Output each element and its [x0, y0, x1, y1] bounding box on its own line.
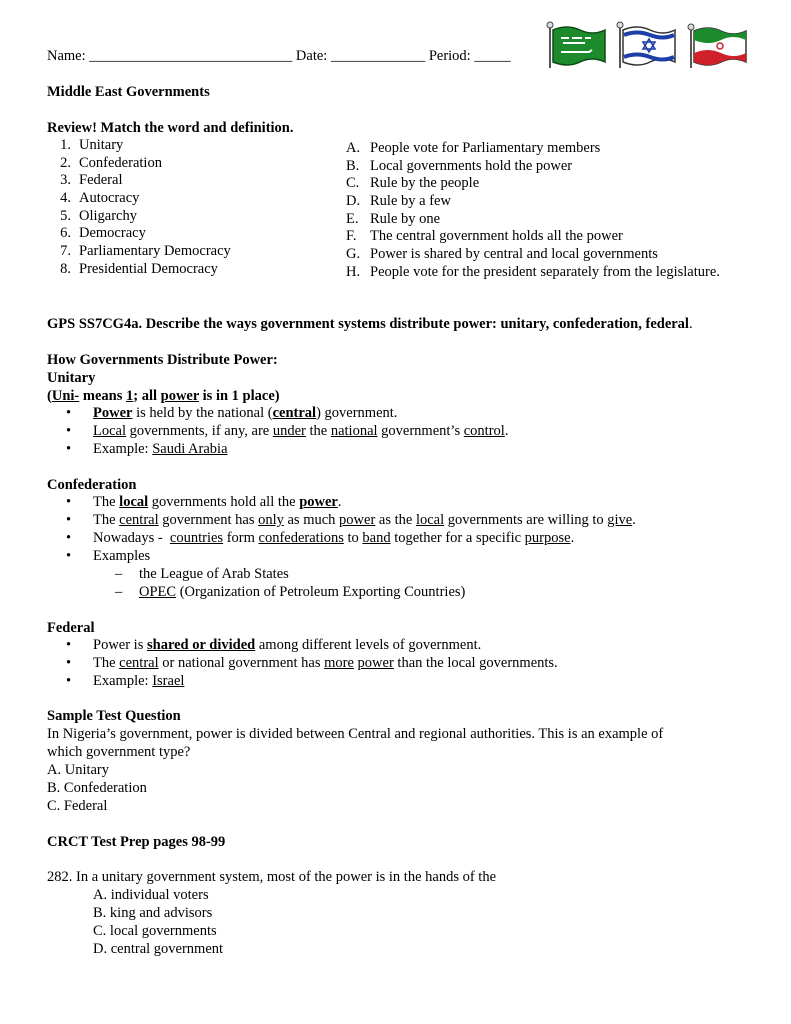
name-label: Name:: [47, 48, 86, 64]
sample-question-line-1: In Nigeria’s government, power is divided between Central and regional authorities. This is an example of: [47, 726, 664, 742]
crct-option: B. king and advisors: [93, 905, 213, 921]
name-row: [47, 47, 511, 65]
list-item: C. Rule by the people: [346, 175, 480, 192]
sample-option: C. Federal: [47, 798, 108, 814]
bullet-item: • Local governments, if any, are under the national government’s control.: [66, 423, 509, 439]
iran-flag-icon: [686, 22, 748, 70]
name-blank[interactable]: ____________________________: [89, 48, 293, 64]
confederation-heading: Confederation: [47, 477, 137, 493]
sample-heading: Sample Test Question: [47, 708, 181, 724]
list-item: 4. Autocracy: [60, 190, 140, 207]
list-item: F. The central government holds all the power: [346, 228, 623, 245]
bullet-item: • The central government has only as much power as the local governments are willing to give.: [66, 512, 636, 528]
list-item: G. Power is shared by central and local governments: [346, 246, 658, 263]
list-item: 1. Unitary: [60, 137, 124, 153]
sample-option: B. Confederation: [47, 780, 147, 796]
definitions-list: [346, 139, 720, 281]
terms-list: [47, 136, 231, 278]
review-heading: Review! Match the word and definition.: [47, 120, 294, 136]
bullet-item: • The central or national government has more power than the local governments.: [66, 655, 558, 671]
period-blank[interactable]: _____: [474, 48, 511, 64]
israel-flag-icon: [615, 20, 677, 70]
sub-item: – OPEC (Organization of Petroleum Exporting Countries): [115, 584, 466, 600]
period-label: Period:: [428, 48, 471, 64]
unitary-subheading: (Uni- means 1; all power is in 1 place): [47, 388, 280, 404]
bullet-item: • The local governments hold all the power.: [66, 494, 342, 510]
list-item: 2. Confederation: [60, 154, 162, 171]
page-title: Middle East Governments: [47, 84, 210, 100]
example-israel: Israel: [152, 673, 185, 689]
bullet-item: • Examples: [66, 548, 151, 564]
list-item: E. Rule by one: [346, 210, 441, 227]
crct-option: A. individual voters: [93, 887, 209, 903]
list-item: 3. Federal: [60, 172, 123, 189]
list-item: B. Local governments hold the power: [346, 157, 573, 174]
list-item: 6. Democracy: [60, 225, 146, 242]
section-heading: How Governments Distribute Power:: [47, 352, 278, 368]
crct-option: C. local governments: [93, 923, 217, 939]
unitary-heading: Unitary: [47, 370, 96, 386]
saudi-arabia-flag-icon: [545, 20, 607, 70]
bullet-item: • Example: Israel: [66, 673, 185, 689]
date-blank[interactable]: _____________: [330, 48, 426, 64]
date-label: Date:: [295, 48, 328, 64]
list-item: H. People vote for the president separately from the legislature.: [346, 263, 720, 280]
list-item: 7. Parliamentary Democracy: [60, 243, 231, 260]
bullet-item: • Power is held by the national (central) government.: [66, 405, 398, 421]
bullet-item: • Example: Saudi Arabia: [66, 441, 228, 457]
sub-item: – the League of Arab States: [115, 566, 289, 582]
sample-option: A. Unitary: [47, 762, 110, 778]
list-item: A. People vote for Parliamentary members: [346, 140, 601, 156]
sample-question-line-2: which government type?: [47, 744, 191, 760]
crct-heading: CRCT Test Prep pages 98-99: [47, 834, 226, 850]
example-saudi-arabia: Saudi Arabia: [152, 441, 228, 457]
bullet-item: • Nowadays - countries form confederations to band together for a specific purpose.: [66, 530, 575, 546]
bullet-item: • Power is shared or divided among different levels of government.: [66, 637, 482, 653]
list-item: 8. Presidential Democracy: [60, 260, 218, 277]
list-item: 5. Oligarchy: [60, 207, 137, 224]
standard-line: GPS SS7CG4a. Describe the ways government systems distribute power: unitary, confederation, federal.: [47, 316, 693, 332]
crct-option: D. central government: [93, 941, 224, 957]
standard-text: GPS SS7CG4a. Describe the ways government systems distribute power: unitary, confederation, federal: [47, 316, 689, 332]
list-item: D. Rule by a few: [346, 193, 451, 210]
federal-heading: Federal: [47, 620, 95, 636]
crct-question: 282. In a unitary government system, most of the power is in the hands of the: [47, 869, 497, 885]
